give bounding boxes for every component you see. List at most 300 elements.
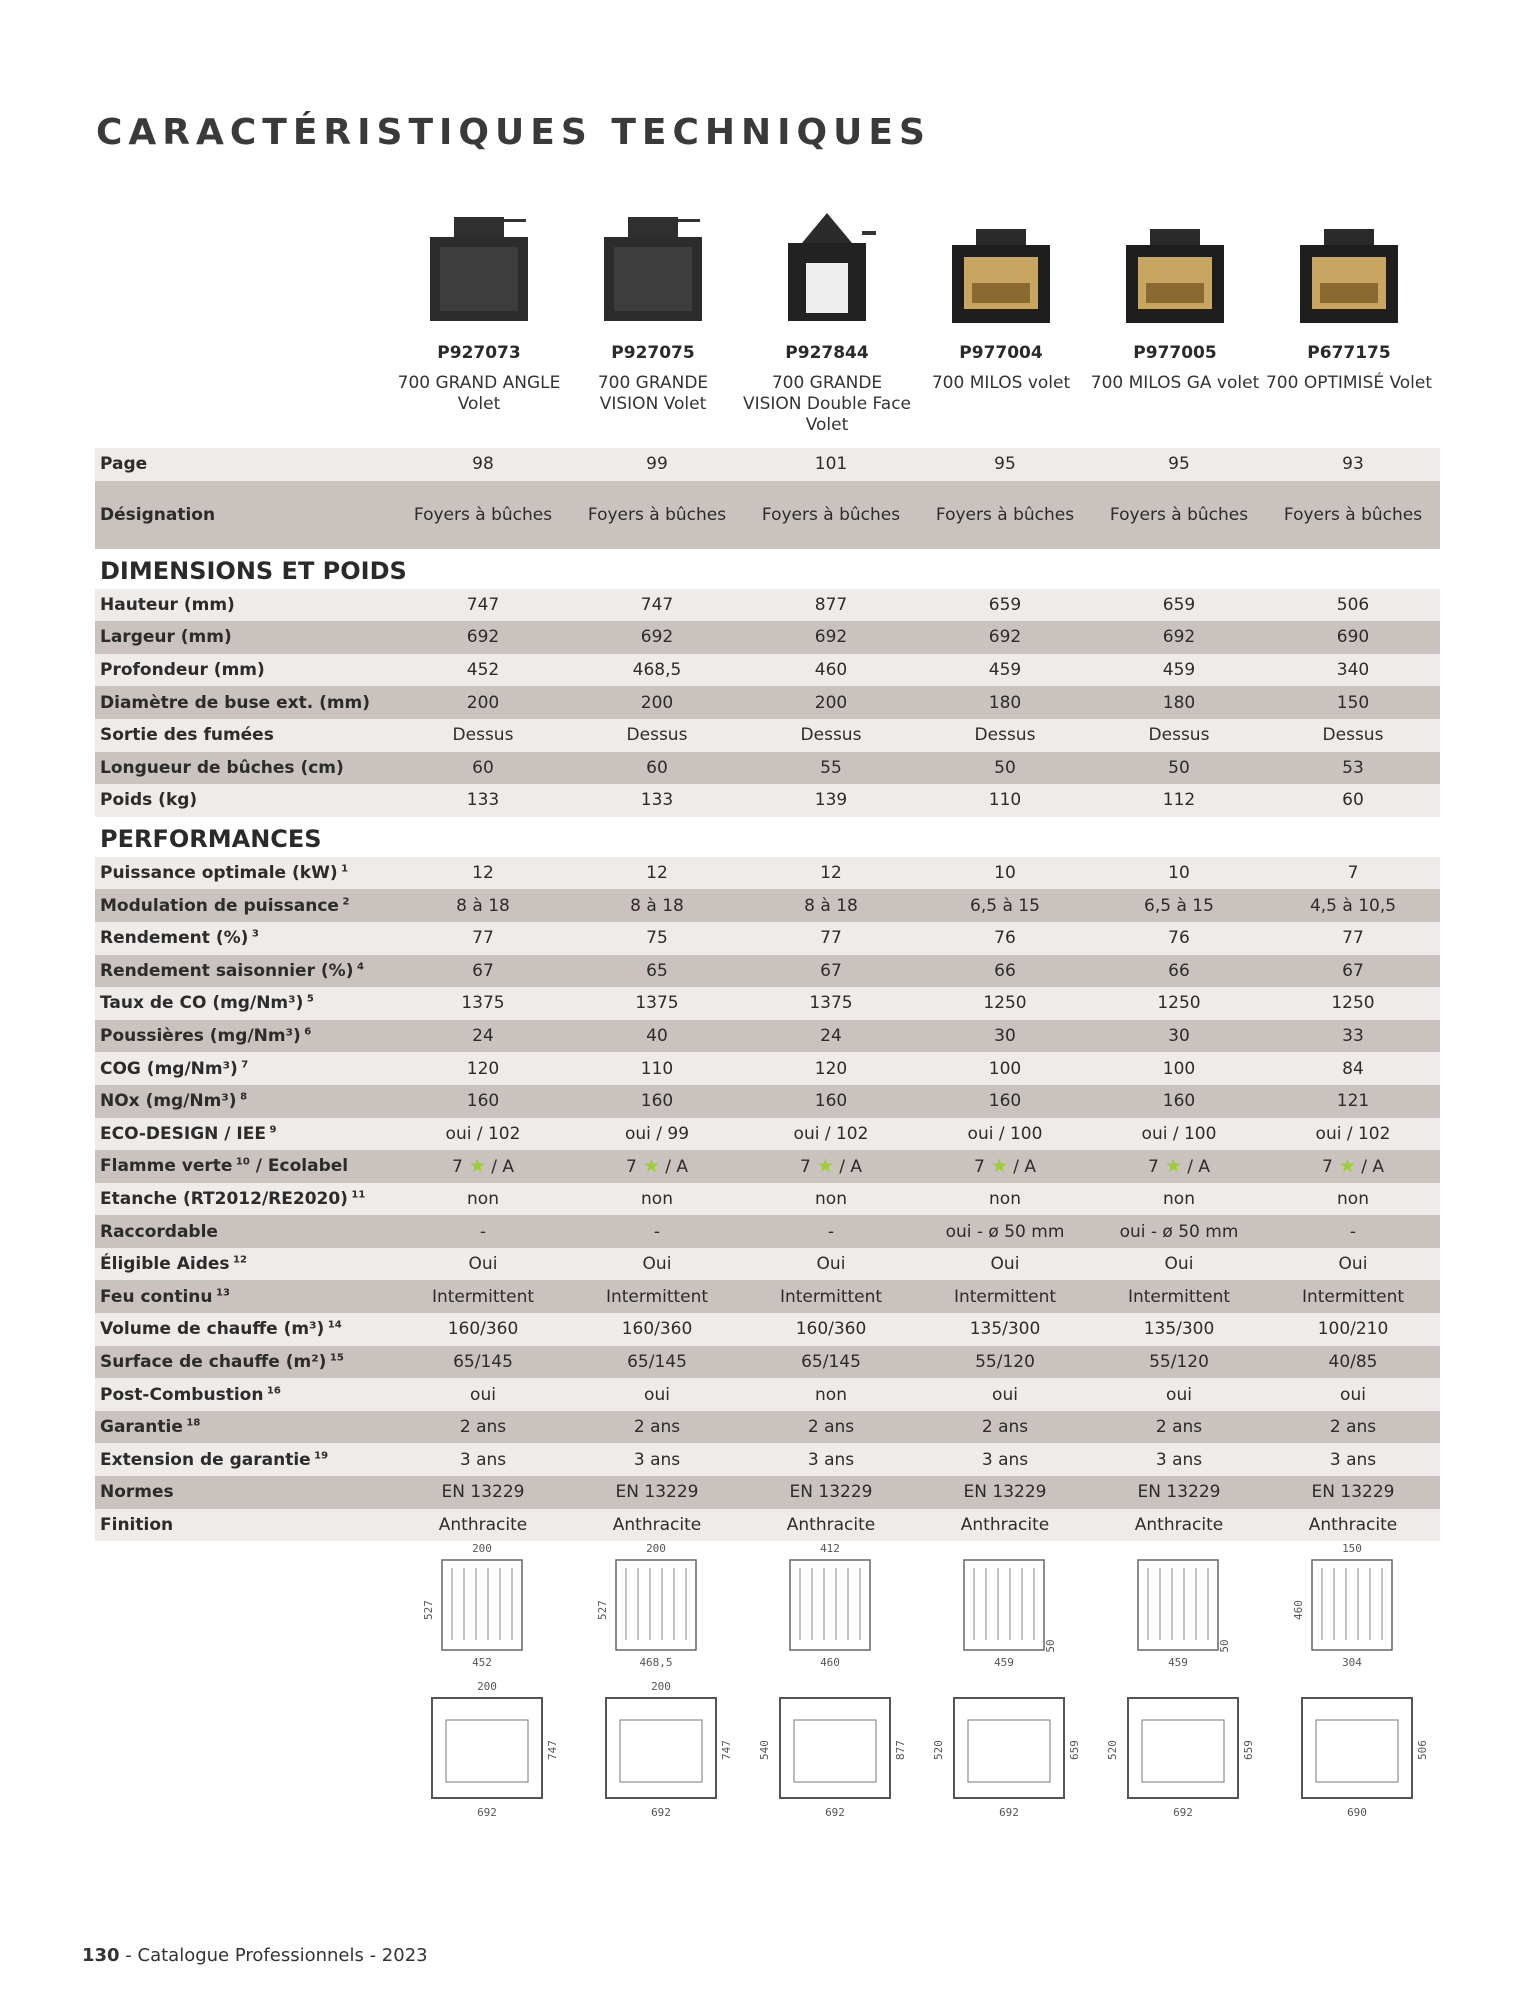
row-value: 160	[1092, 1085, 1266, 1118]
svg-text:200: 200	[472, 1542, 492, 1555]
row-value: 1375	[396, 987, 570, 1020]
row-value: 55/120	[918, 1346, 1092, 1379]
row-value: 7 ★ / A	[744, 1150, 918, 1183]
row-label: Rendement saisonnier (%) $^4$	[95, 955, 396, 988]
row-value: EN 13229	[570, 1476, 744, 1509]
spec-row	[95, 784, 1440, 817]
row-value: Intermittent	[744, 1280, 918, 1313]
spec-row	[95, 857, 1440, 890]
row-value: Intermittent	[1266, 1280, 1440, 1313]
product-ref: P977004	[959, 343, 1043, 363]
row-value: 100/210	[1266, 1313, 1440, 1346]
svg-text:692: 692	[825, 1806, 845, 1819]
svg-text:460: 460	[820, 1656, 840, 1669]
svg-text:527: 527	[596, 1600, 609, 1620]
row-label: Largeur (mm)	[95, 621, 396, 654]
row-value: 2 ans	[1092, 1411, 1266, 1444]
product-column	[1088, 205, 1262, 394]
dimension-drawing	[924, 1540, 1094, 1830]
row-value: 30	[1092, 1020, 1266, 1053]
row-value: non	[918, 1183, 1092, 1216]
row-value: Intermittent	[396, 1280, 570, 1313]
row-value: -	[396, 1215, 570, 1248]
spec-row	[95, 589, 1440, 622]
page-title: CARACTÉRISTIQUES TECHNIQUES	[96, 112, 931, 153]
row-value: Dessus	[396, 719, 570, 752]
row-value: 3 ans	[570, 1443, 744, 1476]
row-label: Sortie des fumées	[95, 719, 396, 752]
product-column	[914, 205, 1088, 394]
row-label: Feu continu $^{13}$	[95, 1280, 396, 1313]
row-value: 12	[744, 857, 918, 890]
row-value: 160/360	[396, 1313, 570, 1346]
row-value: 340	[1266, 654, 1440, 687]
row-value: 747	[396, 589, 570, 622]
stove-double-face-icon	[772, 205, 882, 325]
row-value: 8 à 18	[744, 889, 918, 922]
row-value: 53	[1266, 752, 1440, 785]
spec-row	[95, 481, 1440, 549]
page-footer	[82, 1945, 428, 1966]
spec-row	[95, 1183, 1440, 1216]
stove-icon	[424, 205, 534, 325]
row-value: 60	[1266, 784, 1440, 817]
row-label: Longueur de bûches (cm)	[95, 752, 396, 785]
row-value: Oui	[744, 1248, 918, 1281]
footer-text: - Catalogue Professionnels - 2023	[119, 1945, 428, 1966]
row-value: EN 13229	[1092, 1476, 1266, 1509]
row-value: Foyers à bûches	[570, 481, 744, 549]
section-title: PERFORMANCES	[95, 817, 1440, 857]
green-star-icon: ★	[462, 1155, 486, 1178]
spec-row	[95, 1411, 1440, 1444]
row-value: non	[744, 1183, 918, 1216]
row-value: 7 ★ / A	[570, 1150, 744, 1183]
row-value: 50	[918, 752, 1092, 785]
spec-row	[95, 1509, 1440, 1542]
row-value: Foyers à bûches	[918, 481, 1092, 549]
row-label: Modulation de puissance $^2$	[95, 889, 396, 922]
row-value: Anthracite	[570, 1509, 744, 1542]
spec-row	[95, 1020, 1440, 1053]
row-value: 747	[570, 589, 744, 622]
row-value: oui	[918, 1378, 1092, 1411]
svg-text:692: 692	[477, 1806, 497, 1819]
svg-text:659: 659	[1242, 1740, 1255, 1760]
row-value: 1250	[1092, 987, 1266, 1020]
row-value: 3 ans	[918, 1443, 1092, 1476]
row-value: 160	[918, 1085, 1092, 1118]
row-label: Flamme verte $^{10}$ / Ecolabel	[95, 1150, 396, 1183]
product-name: 700 GRANDE VISION Double Face Volet	[742, 373, 912, 435]
row-value: 8 à 18	[570, 889, 744, 922]
row-value: 180	[1092, 686, 1266, 719]
row-value: 133	[570, 784, 744, 817]
row-value: oui	[570, 1378, 744, 1411]
row-value: EN 13229	[744, 1476, 918, 1509]
row-value: 659	[1092, 589, 1266, 622]
spec-row	[95, 1215, 1440, 1248]
row-value: Intermittent	[570, 1280, 744, 1313]
row-value: 99	[570, 448, 744, 481]
spec-row	[95, 686, 1440, 719]
row-value: 7 ★ / A	[1092, 1150, 1266, 1183]
row-label: Page	[95, 448, 396, 481]
product-ref: P927075	[611, 343, 695, 363]
row-value: 3 ans	[396, 1443, 570, 1476]
row-value: oui - ø 50 mm	[918, 1215, 1092, 1248]
row-value: 200	[744, 686, 918, 719]
row-value: Dessus	[744, 719, 918, 752]
row-value: 55/120	[1092, 1346, 1266, 1379]
dimension-drawing	[750, 1540, 920, 1830]
product-column	[392, 205, 566, 415]
row-value: Anthracite	[918, 1509, 1092, 1542]
row-label: Taux de CO (mg/Nm³) $^5$	[95, 987, 396, 1020]
row-value: 877	[744, 589, 918, 622]
row-value: 65/145	[744, 1346, 918, 1379]
drawing-set	[1272, 1540, 1442, 1834]
row-value: 120	[744, 1052, 918, 1085]
spec-row	[95, 1346, 1440, 1379]
row-value: oui / 100	[1092, 1118, 1266, 1151]
product-column	[740, 205, 914, 436]
row-value: 67	[744, 955, 918, 988]
row-value: 75	[570, 922, 744, 955]
row-value: 33	[1266, 1020, 1440, 1053]
spec-row	[95, 1378, 1440, 1411]
row-value: 65	[570, 955, 744, 988]
row-value: 7 ★ / A	[396, 1150, 570, 1183]
row-label: Garantie $^{18}$	[95, 1411, 396, 1444]
drawing-set	[1098, 1540, 1268, 1834]
row-value: 66	[918, 955, 1092, 988]
row-value: 12	[396, 857, 570, 890]
spec-row	[95, 1150, 1440, 1183]
product-ref: P927073	[437, 343, 521, 363]
row-value: 7	[1266, 857, 1440, 890]
row-value: Anthracite	[1092, 1509, 1266, 1542]
svg-text:506: 506	[1416, 1740, 1429, 1760]
row-value: 100	[1092, 1052, 1266, 1085]
svg-text:459: 459	[994, 1656, 1014, 1669]
row-label: Finition	[95, 1509, 396, 1542]
row-value: 7 ★ / A	[918, 1150, 1092, 1183]
row-label: Puissance optimale (kW) $^1$	[95, 857, 396, 890]
row-value: Anthracite	[1266, 1509, 1440, 1542]
technical-drawings	[392, 1540, 1442, 1840]
row-value: 121	[1266, 1085, 1440, 1118]
row-label: Etanche (RT2012/RE2020) $^{11}$	[95, 1183, 396, 1216]
row-value: oui / 102	[1266, 1118, 1440, 1151]
row-label: Post-Combustion $^{16}$	[95, 1378, 396, 1411]
row-value: 110	[918, 784, 1092, 817]
row-value: 7 ★ / A	[1266, 1150, 1440, 1183]
row-value: Foyers à bûches	[744, 481, 918, 549]
row-value: 692	[1092, 621, 1266, 654]
drawing-set	[576, 1540, 746, 1834]
row-value: 77	[1266, 922, 1440, 955]
row-value: 76	[1092, 922, 1266, 955]
row-value: 66	[1092, 955, 1266, 988]
row-value: non	[1092, 1183, 1266, 1216]
row-value: Dessus	[1266, 719, 1440, 752]
row-value: 459	[1092, 654, 1266, 687]
row-value: 3 ans	[1266, 1443, 1440, 1476]
svg-text:540: 540	[758, 1740, 771, 1760]
section-performances	[95, 817, 1440, 857]
svg-text:659: 659	[1068, 1740, 1081, 1760]
row-value: 110	[570, 1052, 744, 1085]
row-value: 60	[396, 752, 570, 785]
row-value: Oui	[570, 1248, 744, 1281]
row-value: 77	[396, 922, 570, 955]
spec-row	[95, 719, 1440, 752]
row-value: Anthracite	[396, 1509, 570, 1542]
spec-row	[95, 654, 1440, 687]
svg-text:200: 200	[646, 1542, 666, 1555]
svg-text:460: 460	[1292, 1600, 1305, 1620]
row-value: 139	[744, 784, 918, 817]
row-value: 10	[918, 857, 1092, 890]
spec-row	[95, 955, 1440, 988]
svg-text:459: 459	[1168, 1656, 1188, 1669]
svg-text:520: 520	[1106, 1740, 1119, 1760]
row-value: Dessus	[570, 719, 744, 752]
row-value: -	[744, 1215, 918, 1248]
row-value: non	[570, 1183, 744, 1216]
row-value: EN 13229	[396, 1476, 570, 1509]
row-value: -	[570, 1215, 744, 1248]
green-star-icon: ★	[984, 1155, 1008, 1178]
row-value: oui	[396, 1378, 570, 1411]
row-value: EN 13229	[918, 1476, 1092, 1509]
row-value: Oui	[1266, 1248, 1440, 1281]
green-star-icon: ★	[1332, 1155, 1356, 1178]
row-value: 160	[744, 1085, 918, 1118]
row-value: oui	[1266, 1378, 1440, 1411]
svg-text:50: 50	[1044, 1639, 1057, 1653]
row-value: 452	[396, 654, 570, 687]
row-label: Diamètre de buse ext. (mm)	[95, 686, 396, 719]
row-value: 1250	[1266, 987, 1440, 1020]
row-value: 100	[918, 1052, 1092, 1085]
row-value: Intermittent	[918, 1280, 1092, 1313]
spec-row	[95, 1085, 1440, 1118]
row-value: Intermittent	[1092, 1280, 1266, 1313]
svg-text:150: 150	[1342, 1542, 1362, 1555]
row-value: 10	[1092, 857, 1266, 890]
row-value: EN 13229	[1266, 1476, 1440, 1509]
row-value: 2 ans	[744, 1411, 918, 1444]
spec-row	[95, 1280, 1440, 1313]
row-value: 659	[918, 589, 1092, 622]
row-value: 200	[570, 686, 744, 719]
row-value: 692	[744, 621, 918, 654]
row-value: Oui	[918, 1248, 1092, 1281]
row-value: Anthracite	[744, 1509, 918, 1542]
row-value: 95	[1092, 448, 1266, 481]
svg-text:200: 200	[477, 1680, 497, 1693]
row-value: 76	[918, 922, 1092, 955]
row-value: oui / 102	[396, 1118, 570, 1151]
svg-text:468,5: 468,5	[639, 1656, 673, 1669]
row-label: Surface de chauffe (m²) $^{15}$	[95, 1346, 396, 1379]
spec-row	[95, 1476, 1440, 1509]
svg-text:50: 50	[1218, 1639, 1231, 1653]
row-value: 50	[1092, 752, 1266, 785]
spec-row	[95, 889, 1440, 922]
svg-text:200: 200	[651, 1680, 671, 1693]
row-value: 65/145	[570, 1346, 744, 1379]
row-value: 93	[1266, 448, 1440, 481]
row-value: Dessus	[1092, 719, 1266, 752]
product-column	[1262, 205, 1436, 394]
row-value: 6,5 à 15	[1092, 889, 1266, 922]
section-title: DIMENSIONS ET POIDS	[95, 549, 1440, 589]
row-value: 84	[1266, 1052, 1440, 1085]
stove-icon	[598, 205, 708, 325]
row-label: Désignation	[95, 481, 396, 549]
row-value: 12	[570, 857, 744, 890]
row-value: 30	[918, 1020, 1092, 1053]
row-value: 2 ans	[396, 1411, 570, 1444]
svg-text:690: 690	[1347, 1806, 1367, 1819]
row-value: 2 ans	[1266, 1411, 1440, 1444]
row-value: 200	[396, 686, 570, 719]
row-value: 2 ans	[570, 1411, 744, 1444]
row-value: 160/360	[744, 1313, 918, 1346]
section-dimensions	[95, 549, 1440, 589]
row-value: 40/85	[1266, 1346, 1440, 1379]
row-value: Foyers à bûches	[1092, 481, 1266, 549]
row-value: 77	[744, 922, 918, 955]
row-value: 120	[396, 1052, 570, 1085]
row-value: 1250	[918, 987, 1092, 1020]
svg-text:412: 412	[820, 1542, 840, 1555]
row-label: Extension de garantie $^{19}$	[95, 1443, 396, 1476]
product-name: 700 OPTIMISÉ Volet	[1265, 373, 1433, 393]
row-value: 1375	[744, 987, 918, 1020]
stove-fire-icon	[946, 205, 1056, 325]
drawing-set	[750, 1540, 920, 1834]
row-value: 60	[570, 752, 744, 785]
product-ref: P677175	[1307, 343, 1391, 363]
drawing-set	[924, 1540, 1094, 1834]
row-value: 150	[1266, 686, 1440, 719]
row-value: 459	[918, 654, 1092, 687]
green-star-icon: ★	[1158, 1155, 1182, 1178]
green-star-icon: ★	[636, 1155, 660, 1178]
svg-text:520: 520	[932, 1740, 945, 1760]
row-value: 692	[570, 621, 744, 654]
row-label: Volume de chauffe (m³) $^{14}$	[95, 1313, 396, 1346]
row-label: Éligible Aides $^{12}$	[95, 1248, 396, 1281]
row-value: 95	[918, 448, 1092, 481]
row-label: NOx (mg/Nm³) $^8$	[95, 1085, 396, 1118]
row-value: 468,5	[570, 654, 744, 687]
row-value: 690	[1266, 621, 1440, 654]
spec-row	[95, 1118, 1440, 1151]
svg-text:747: 747	[546, 1740, 559, 1760]
row-label: Normes	[95, 1476, 396, 1509]
row-value: 160	[570, 1085, 744, 1118]
product-name: 700 MILOS GA volet	[1090, 373, 1260, 393]
row-value: 180	[918, 686, 1092, 719]
spec-row	[95, 621, 1440, 654]
svg-text:452: 452	[472, 1656, 492, 1669]
dimension-drawing	[1098, 1540, 1268, 1830]
row-label: Profondeur (mm)	[95, 654, 396, 687]
green-star-icon: ★	[810, 1155, 834, 1178]
row-value: 8 à 18	[396, 889, 570, 922]
row-label: Raccordable	[95, 1215, 396, 1248]
row-value: oui / 100	[918, 1118, 1092, 1151]
row-value: 4,5 à 10,5	[1266, 889, 1440, 922]
row-label: Rendement (%) $^3$	[95, 922, 396, 955]
spec-row	[95, 987, 1440, 1020]
row-label: COG (mg/Nm³) $^7$	[95, 1052, 396, 1085]
row-value: 112	[1092, 784, 1266, 817]
row-value: 65/145	[396, 1346, 570, 1379]
product-name: 700 GRANDE VISION Volet	[597, 373, 709, 414]
stove-fire-icon	[1120, 205, 1230, 325]
row-value: 692	[396, 621, 570, 654]
row-value: 24	[744, 1020, 918, 1053]
product-name: 700 MILOS volet	[931, 373, 1071, 393]
svg-text:692: 692	[651, 1806, 671, 1819]
row-value: 506	[1266, 589, 1440, 622]
row-value: oui / 102	[744, 1118, 918, 1151]
row-label: Hauteur (mm)	[95, 589, 396, 622]
row-value: 460	[744, 654, 918, 687]
dimension-drawing	[1272, 1540, 1442, 1830]
spec-row	[95, 752, 1440, 785]
spec-row	[95, 1248, 1440, 1281]
row-value: oui - ø 50 mm	[1092, 1215, 1266, 1248]
row-value: 160/360	[570, 1313, 744, 1346]
row-value: 55	[744, 752, 918, 785]
row-value: 135/300	[918, 1313, 1092, 1346]
svg-text:527: 527	[422, 1600, 435, 1620]
row-label: ECO-DESIGN / IEE $^9$	[95, 1118, 396, 1151]
svg-text:877: 877	[894, 1740, 907, 1760]
dimension-drawing	[576, 1540, 746, 1830]
spec-row	[95, 448, 1440, 481]
svg-text:692: 692	[1173, 1806, 1193, 1819]
svg-text:304: 304	[1342, 1656, 1362, 1669]
row-value: 24	[396, 1020, 570, 1053]
row-value: non	[396, 1183, 570, 1216]
row-value: oui / 99	[570, 1118, 744, 1151]
row-value: Oui	[396, 1248, 570, 1281]
row-value: Oui	[1092, 1248, 1266, 1281]
row-value: 133	[396, 784, 570, 817]
row-value: Dessus	[918, 719, 1092, 752]
row-value: 40	[570, 1020, 744, 1053]
row-value: 1375	[570, 987, 744, 1020]
row-value: 98	[396, 448, 570, 481]
row-value: oui	[1092, 1378, 1266, 1411]
row-value: 6,5 à 15	[918, 889, 1092, 922]
spec-row	[95, 922, 1440, 955]
row-value: 3 ans	[744, 1443, 918, 1476]
product-ref: P927844	[785, 343, 869, 363]
row-value: non	[1266, 1183, 1440, 1216]
row-label: Poussières (mg/Nm³) $^6$	[95, 1020, 396, 1053]
spec-row	[95, 1443, 1440, 1476]
svg-text:692: 692	[999, 1806, 1019, 1819]
